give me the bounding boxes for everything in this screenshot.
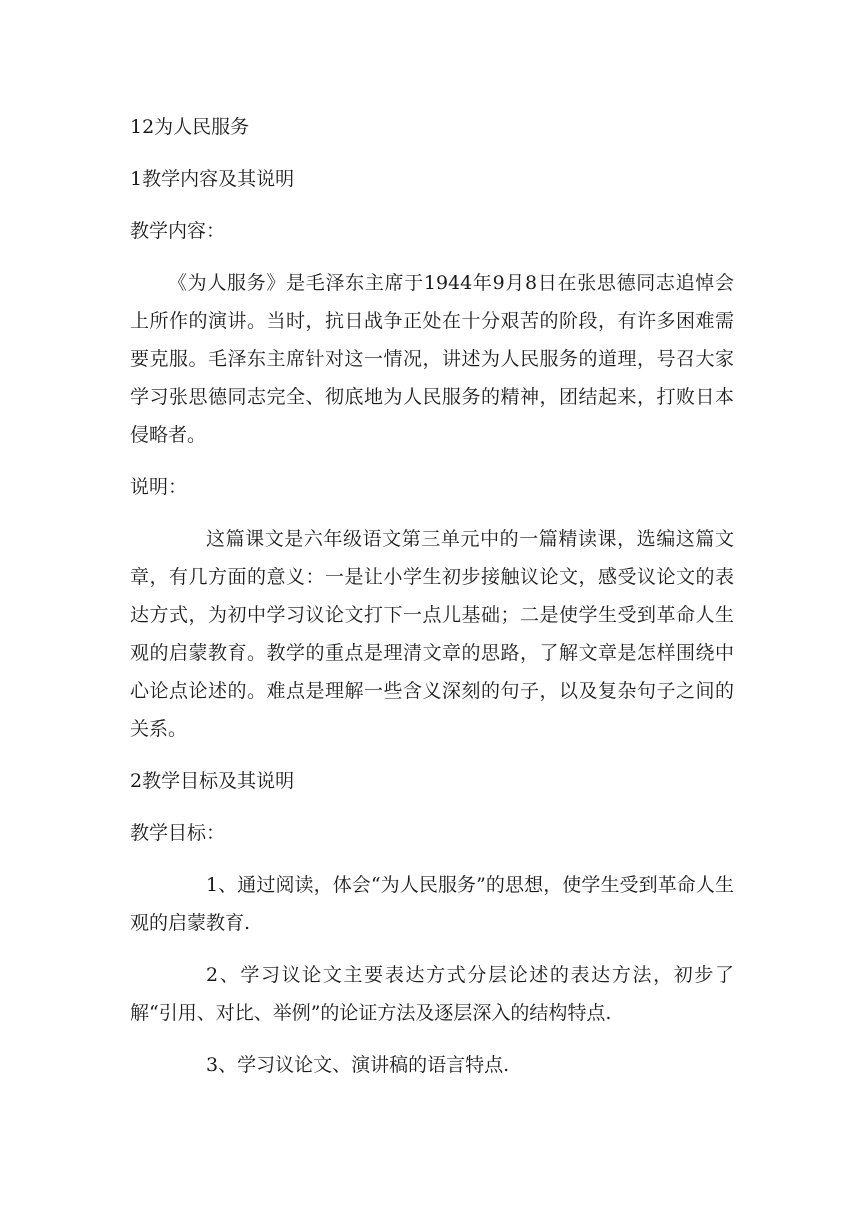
document-title: 12为人民服务 (130, 116, 250, 138)
note-label: 说明： (130, 476, 188, 498)
section2-heading: 2教学目标及其说明 (130, 770, 295, 792)
note-paragraph: 这篇课文是六年级语文第三单元中的一篇精读课，选编这篇文章，有几方面的意义：一是让小学生初步接触议论文，感受议论文的表达方式，为初中学习议论文打下一点儿基础；二是使学生受到革命人生观的启蒙教育。教学的重点是理清文章的思路，了解文章是怎样围绕中心论点论述的。难点是理解一些含义深刻的句子，以及复杂句子之间的关系。 (130, 528, 734, 740)
goal-item-3: 3、学习议论文、演讲稿的语言特点. (206, 1054, 510, 1076)
section1-heading: 1教学内容及其说明 (130, 168, 295, 190)
content-paragraph: 《为人服务》是毛泽东主席于1944年9月8日在张思德同志追悼会上所作的演讲。当时，抗日战争正处在十分艰苦的阶段，有许多困难需要克服。毛泽东主席针对这一情况，讲述为人民服务的道理，号召大家学习张思德同志完全、彻底地为人民服务的精神，团结起来，打败日本侵略者。 (130, 272, 734, 446)
goal-item-2: 2、学习议论文主要表达方式分层论述的表达方法，初步了解“引用、对比、举例”的论证方法及逐层深入的结构特点. (130, 964, 734, 1024)
document-body (130, 108, 734, 1084)
goal-item-1: 1、通过阅读，体会“为人民服务”的思想，使学生受到革命人生观的启蒙教育. (130, 874, 734, 934)
content-label: 教学内容： (130, 220, 226, 242)
goals-label: 教学目标： (130, 822, 226, 844)
